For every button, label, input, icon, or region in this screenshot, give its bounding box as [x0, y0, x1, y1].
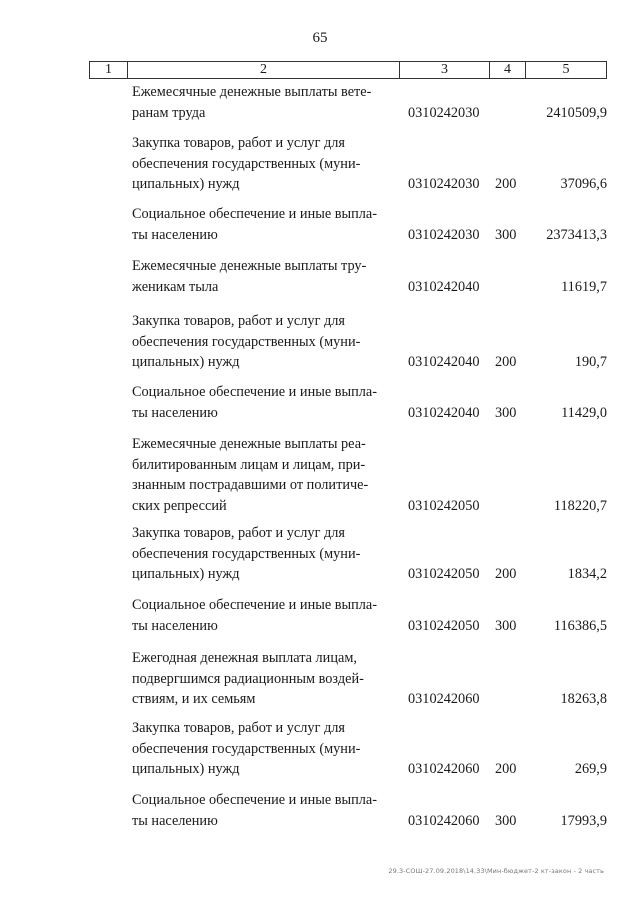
row-amount: 269,9 [574, 761, 607, 777]
row-amount: 18263,8 [560, 691, 607, 707]
row-amount: 118220,7 [553, 497, 607, 514]
header-col-1: 1 [90, 62, 128, 78]
row-expense-type: 300 [495, 812, 517, 829]
header-col-3: 3 [400, 62, 490, 78]
row-expense-type: 200 [495, 354, 517, 370]
row-expense-type: 300 [495, 404, 517, 421]
header-col-2: 2 [128, 62, 400, 78]
row-amount: 1834,2 [567, 566, 607, 582]
table-header [89, 61, 607, 79]
row-expense-type: 300 [495, 226, 517, 243]
row-name: Социальное обеспечение и иные выпла- ты населению [132, 597, 377, 634]
row-code: 0310242040 [408, 278, 480, 295]
row-amount: 11619,7 [561, 278, 607, 295]
row-code: 0310242030 [408, 104, 480, 121]
row-amount: 190,7 [574, 354, 607, 370]
row-name: Ежемесячные денежные выплаты реа- билитированным лицам и лицам, при- знанным пострадавшими от политиче- ских репрессий [132, 436, 369, 514]
row-name: Закупка товаров, работ и услуг для обеспечения государственных (муни- ципальных) нужд [132, 525, 361, 582]
row-code: 0310242060 [408, 691, 480, 707]
footer-note: 29.3-СОШ-27.09.2018\14.33\Мин-бюджет-2 кт-закон - 2 часть [388, 867, 604, 875]
row-code: 0310242060 [408, 761, 480, 777]
row-expense-type: 200 [495, 761, 517, 777]
header-col-5: 5 [562, 62, 570, 77]
row-name: Ежемесячные денежные выплаты вете- ранам труда [132, 84, 372, 121]
row-code: 0310242040 [408, 404, 480, 421]
row-name: Закупка товаров, работ и услуг для обеспечения государственных (муни- ципальных) нужд [132, 720, 361, 777]
page-number: 65 [312, 30, 328, 46]
row-name: Социальное обеспечение и иные выпла- ты населению [132, 792, 377, 829]
row-expense-type: 300 [495, 617, 517, 634]
row-code: 0310242060 [408, 812, 480, 829]
row-name: Ежегодная денежная выплата лицам, подвергшимся радиационным воздей- ствиям, и их семьям [132, 650, 364, 707]
row-code: 0310242050 [408, 497, 480, 514]
row-amount: 37096,6 [560, 176, 607, 192]
row-expense-type: 200 [495, 566, 517, 582]
row-amount: 2373413,3 [546, 226, 607, 243]
row-amount: 116386,5 [553, 617, 607, 634]
row-code: 0310242050 [408, 566, 480, 582]
row-name: Социальное обеспечение и иные выпла- ты населению [132, 206, 377, 243]
row-code: 0310242050 [408, 617, 480, 634]
row-code: 0310242030 [408, 226, 480, 243]
row-name: Ежемесячные денежные выплаты тру- женикам тыла [132, 258, 367, 295]
row-amount: 17993,9 [560, 812, 607, 829]
row-name: Социальное обеспечение и иные выпла- ты населению [132, 384, 377, 421]
header-col-4: 4 [490, 62, 526, 78]
row-code: 0310242040 [408, 354, 480, 370]
row-expense-type: 200 [495, 176, 517, 192]
row-code: 0310242030 [408, 176, 480, 192]
row-name: Закупка товаров, работ и услуг для обеспечения государственных (муни- ципальных) нужд [132, 135, 361, 192]
row-name: Закупка товаров, работ и услуг для обеспечения государственных (муни- ципальных) нужд [132, 313, 361, 370]
row-amount: 2410509,9 [546, 104, 607, 121]
row-amount: 11429,0 [561, 404, 607, 421]
